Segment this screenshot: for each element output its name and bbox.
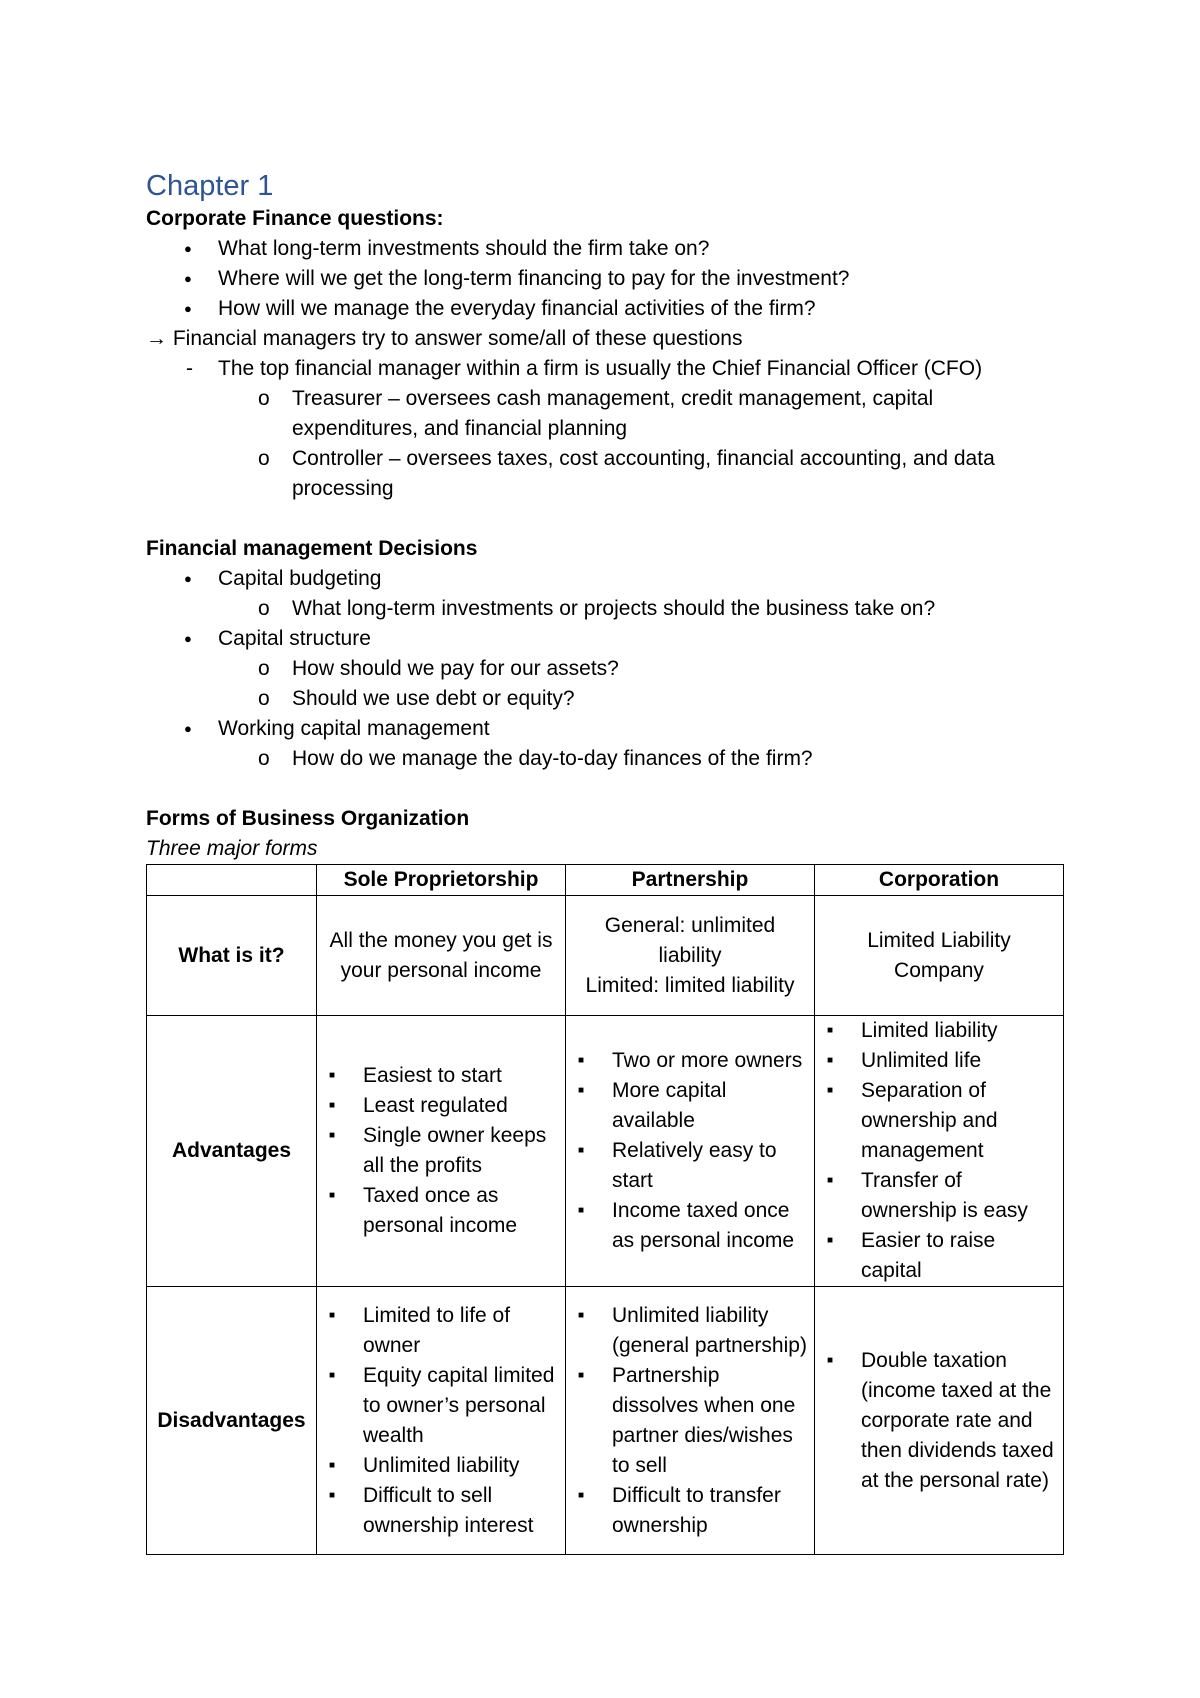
section-heading-corporate-finance: Corporate Finance questions: (146, 207, 444, 230)
cell-line: Limited: limited liability (585, 973, 795, 997)
list-item: ■ Separation of ownership and management (821, 1076, 1057, 1166)
table-header-row (147, 865, 1064, 896)
list-item: ■ Income taxed once as personal income (572, 1196, 808, 1256)
corporate-finance-questions-list (146, 234, 1066, 324)
list-item: ■ Difficult to transfer ownership (572, 1481, 808, 1541)
document-page (146, 168, 1066, 1555)
list-item: ■ Unlimited liability (general partnership) (572, 1301, 808, 1361)
list-item: ■ Two or more owners (572, 1046, 808, 1076)
list-item: ■ Single owner keeps all the profits (323, 1121, 559, 1181)
section-heading-decisions: Financial management Decisions (146, 537, 478, 560)
column-header: Sole Proprietorship (317, 865, 566, 896)
table-cell (566, 896, 815, 1016)
disadvantages-corporation-list (821, 1346, 1057, 1496)
table-row (147, 1016, 1064, 1287)
advantages-corporation-list (821, 1016, 1057, 1286)
business-forms-table (146, 864, 1064, 1555)
table-corner-cell (147, 865, 317, 896)
list-item: ■ Easiest to start (323, 1061, 559, 1091)
row-header: What is it? (147, 896, 317, 1016)
list-item: ■ Relatively easy to start (572, 1136, 808, 1196)
list-item: ● Capital structure (146, 624, 1066, 654)
arrow-line-text: Financial managers try to answer some/all of these questions (172, 327, 743, 350)
disadvantages-partnership-list (572, 1301, 808, 1541)
list-item: o What long-term investments or projects should the business take on? (146, 594, 1066, 624)
list-item: ■ Limited liability (821, 1016, 1057, 1046)
chapter-title: Chapter 1 (146, 170, 274, 202)
list-item: ■ Easier to raise capital (821, 1226, 1057, 1286)
list-item: ■ Equity capital limited to owner’s personal wealth (323, 1361, 559, 1451)
advantages-sole-list (323, 1061, 559, 1241)
list-item: ■ Limited to life of owner (323, 1301, 559, 1361)
table-cell: Limited Liability Company (815, 896, 1064, 1016)
table-row (147, 896, 1064, 1016)
list-item: o Should we use debt or equity? (146, 684, 1066, 714)
list-item: ■ Transfer of ownership is easy (821, 1166, 1057, 1226)
row-header: Advantages (147, 1016, 317, 1287)
table-cell (815, 1287, 1064, 1555)
list-item: ■ Least regulated (323, 1091, 559, 1121)
list-item: ● Working capital management (146, 714, 1066, 744)
list-item: ● What long-term investments should the firm take on? (146, 234, 1066, 264)
cell-line: General: unlimited liability (604, 913, 776, 967)
table-cell (566, 1287, 815, 1555)
table-cell (317, 1287, 566, 1555)
row-header: Disadvantages (147, 1287, 317, 1555)
list-item: ■ Partnership dissolves when one partner dies/wishes to sell (572, 1361, 808, 1481)
table-cell (317, 1016, 566, 1287)
dash-item: - The top financial manager within a firm is usually the Chief Financial Officer (CFO) (146, 354, 1066, 384)
table-cell: All the money you get is your personal income (317, 896, 566, 1016)
section-heading-forms: Forms of Business Organization (146, 807, 470, 830)
list-item: ■ More capital available (572, 1076, 808, 1136)
list-item: o How do we manage the day-to-day finances of the firm? (146, 744, 1066, 774)
table-cell (815, 1016, 1064, 1287)
list-item: ● Where will we get the long-term financing to pay for the investment? (146, 264, 1066, 294)
table-row (147, 1287, 1064, 1555)
list-item: ■ Taxed once as personal income (323, 1181, 559, 1241)
column-header: Partnership (566, 865, 815, 896)
list-item: ■ Unlimited life (821, 1046, 1057, 1076)
list-item: ■ Double taxation (income taxed at the corporate rate and then dividends taxed at the personal rate) (821, 1346, 1057, 1496)
cfo-roles-list (146, 384, 1046, 504)
list-item: ■ Unlimited liability (323, 1451, 559, 1481)
list-item: o Treasurer – oversees cash management, credit management, capital expenditures, and financial planning (146, 384, 1046, 444)
decisions-list (146, 564, 1066, 774)
list-item: ■ Difficult to sell ownership interest (323, 1481, 559, 1541)
section-subheading: Three major forms (146, 837, 318, 860)
arrow-icon: → (146, 327, 167, 350)
disadvantages-sole-list (323, 1301, 559, 1541)
column-header: Corporation (815, 865, 1064, 896)
list-item: o How should we pay for our assets? (146, 654, 1066, 684)
arrow-line (146, 324, 1066, 354)
advantages-partnership-list (572, 1046, 808, 1256)
list-item: ● How will we manage the everyday financial activities of the firm? (146, 294, 1066, 324)
list-item: o Controller – oversees taxes, cost accounting, financial accounting, and data processing (146, 444, 1046, 504)
table-cell (566, 1016, 815, 1287)
list-item: ● Capital budgeting (146, 564, 1066, 594)
